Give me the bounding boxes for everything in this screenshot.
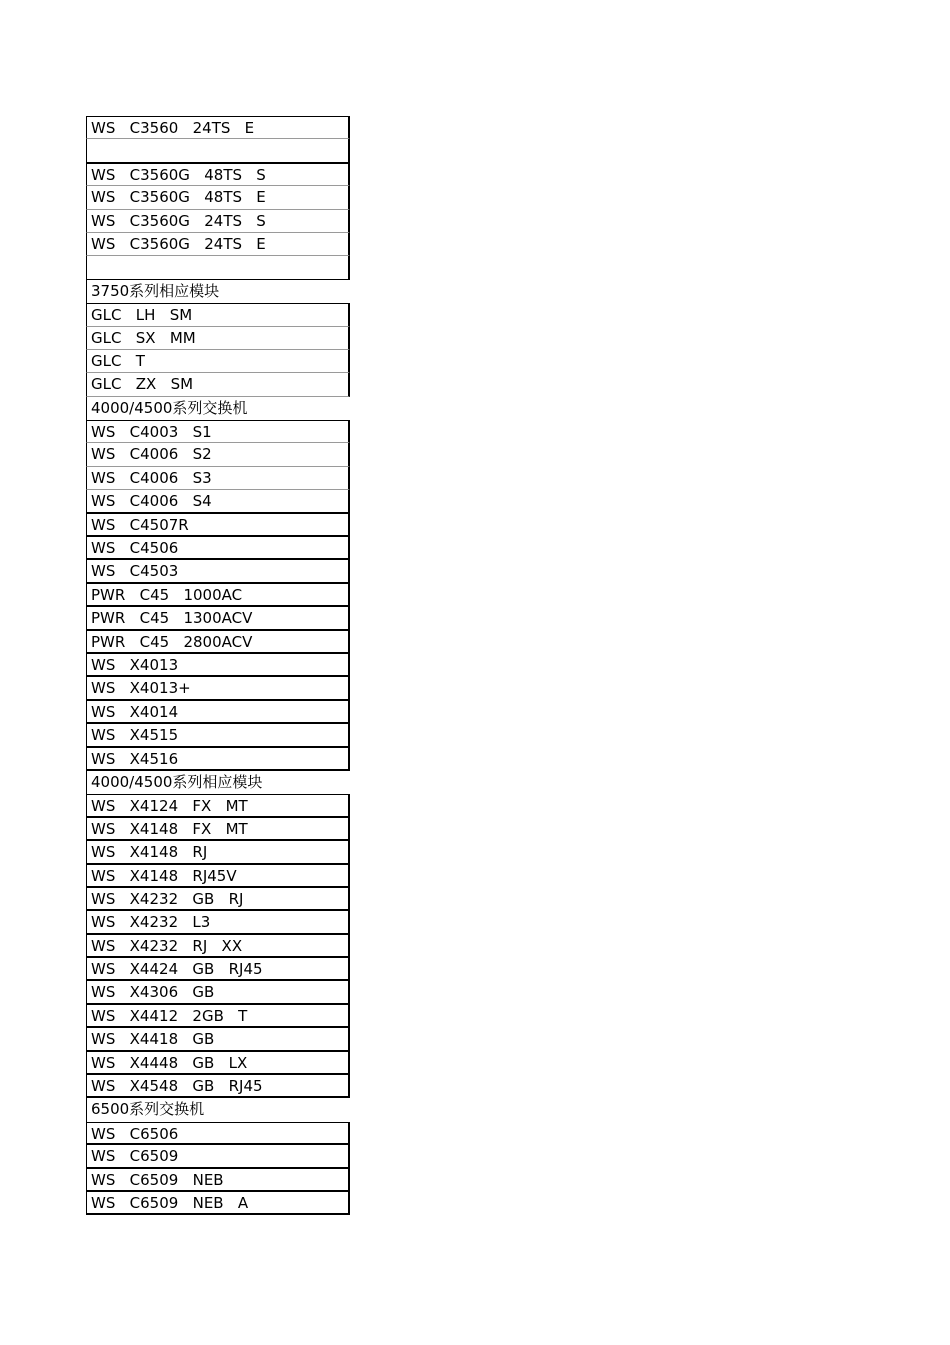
product-model-cell[interactable]: PWR C45 1300ACV [86,607,350,630]
product-model-cell[interactable]: WS X4232 GB RJ [86,888,350,911]
product-model-cell[interactable]: WS C3560G 48TS S [86,163,350,186]
section-header-cell[interactable]: 6500系列交换机 [86,1098,350,1121]
section-header-cell[interactable]: 3750系列相应模块 [86,280,350,303]
product-model-cell[interactable]: WS X4424 GB RJ45 [86,958,350,981]
product-model-cell[interactable]: GLC LH SM [86,303,350,326]
product-model-cell[interactable]: WS X4412 2GB T [86,1005,350,1028]
product-model-cell[interactable]: WS X4306 GB [86,981,350,1004]
product-model-cell[interactable]: GLC T [86,350,350,373]
product-model-cell[interactable]: WS X4148 RJ45V [86,865,350,888]
product-model-cell[interactable]: WS C3560G 48TS E [86,186,350,209]
blank-cell[interactable] [86,256,350,279]
product-model-cell[interactable]: PWR C45 2800ACV [86,631,350,654]
product-model-cell[interactable]: WS C6509 NEB A [86,1192,350,1215]
product-model-cell[interactable]: WS C4503 [86,560,350,583]
product-model-cell[interactable]: WS C6509 NEB [86,1169,350,1192]
product-model-cell[interactable]: WS C6509 [86,1145,350,1168]
product-model-cell[interactable]: WS X4124 FX MT [86,794,350,817]
product-model-cell[interactable]: WS C4003 S1 [86,420,350,443]
product-model-cell[interactable]: WS X4232 L3 [86,911,350,934]
product-model-cell[interactable]: GLC ZX SM [86,373,350,396]
product-model-cell[interactable]: WS C3560 24TS E [86,116,350,139]
product-model-cell[interactable]: WS X4014 [86,701,350,724]
product-model-cell[interactable]: WS C6506 [86,1122,350,1145]
product-model-cell[interactable]: WS X4448 GB LX [86,1052,350,1075]
product-model-cell[interactable]: WS X4013 [86,654,350,677]
section-header-cell[interactable]: 4000/4500系列相应模块 [86,771,350,794]
product-model-cell[interactable]: WS C3560G 24TS E [86,233,350,256]
blank-cell[interactable] [86,139,350,162]
product-model-cell[interactable]: PWR C45 1000AC [86,584,350,607]
product-model-cell[interactable]: WS X4418 GB [86,1028,350,1051]
spreadsheet-column [86,116,350,1215]
product-model-cell[interactable]: WS C4507R [86,514,350,537]
product-model-cell[interactable]: WS X4232 RJ XX [86,935,350,958]
product-model-cell[interactable]: WS C4006 S3 [86,467,350,490]
product-model-cell[interactable]: WS X4516 [86,748,350,771]
product-model-cell[interactable]: WS X4148 FX MT [86,818,350,841]
section-header-cell[interactable]: 4000/4500系列交换机 [86,397,350,420]
product-model-cell[interactable]: WS C4006 S2 [86,443,350,466]
product-model-cell[interactable]: WS C3560G 24TS S [86,210,350,233]
product-model-cell[interactable]: WS X4013+ [86,677,350,700]
product-model-cell[interactable]: WS C4506 [86,537,350,560]
product-model-cell[interactable]: WS X4515 [86,724,350,747]
product-model-cell[interactable]: GLC SX MM [86,327,350,350]
product-model-cell[interactable]: WS X4148 RJ [86,841,350,864]
product-model-cell[interactable]: WS C4006 S4 [86,490,350,513]
product-model-cell[interactable]: WS X4548 GB RJ45 [86,1075,350,1098]
